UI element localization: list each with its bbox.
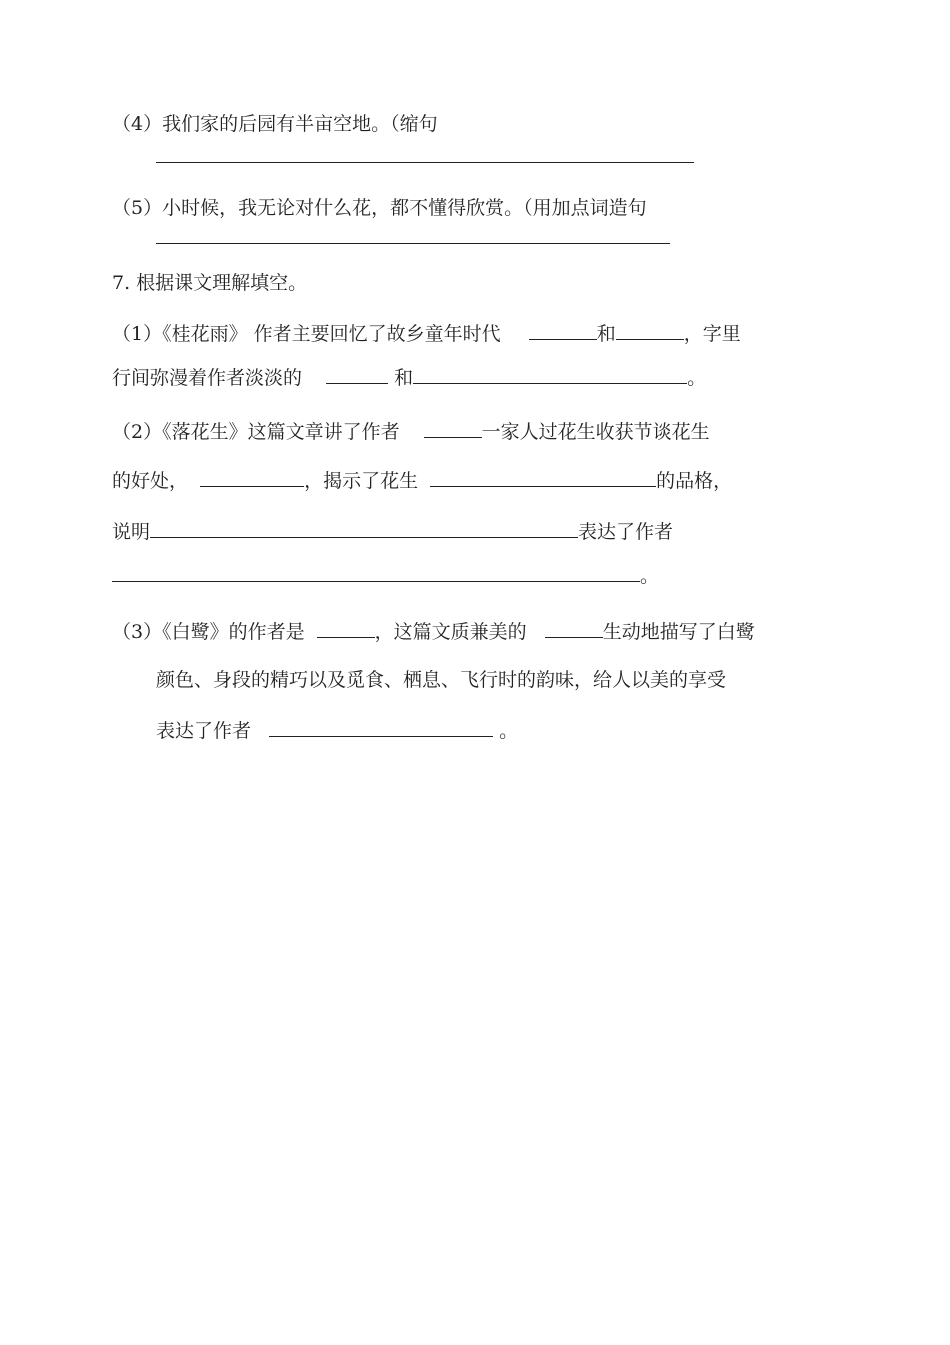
q7-p2-text-f: 说明 bbox=[112, 521, 151, 543]
q7-p2-text-g: 表达了作者 bbox=[578, 521, 674, 543]
q7-part2-line1 bbox=[112, 419, 710, 444]
q7-part2-line3 bbox=[112, 519, 673, 544]
question-7-title bbox=[112, 271, 307, 295]
q7-p3-blank-3[interactable] bbox=[269, 718, 493, 737]
q7-p3-period: 。 bbox=[499, 720, 519, 742]
q7-p2-text-e: 的品格， bbox=[656, 470, 733, 492]
q7-p2-period: 。 bbox=[640, 565, 660, 587]
question-4-prompt bbox=[112, 112, 438, 136]
question-5-prompt bbox=[112, 196, 647, 220]
q7-p2-blank-2[interactable] bbox=[200, 468, 304, 487]
question-5-text: （5）小时候，我无论对什么花，都不懂得欣赏。（用加点词造句 bbox=[112, 197, 647, 219]
q7-part1-line1 bbox=[112, 321, 741, 346]
q7-p2-blank-5[interactable] bbox=[112, 563, 640, 582]
q7-part2-line4 bbox=[112, 563, 659, 588]
q7-p3-text-a: （3）《白鹭》的作者是 bbox=[112, 621, 305, 643]
q7-p3-text-d: 颜色、身段的精巧以及觅食、栖息、飞行时的韵味，给人以美的享受 bbox=[156, 669, 727, 691]
question-7-title-text: 7. 根据课文理解填空。 bbox=[112, 272, 308, 294]
q7-p1-text-b: 和 bbox=[596, 323, 616, 345]
q7-p2-text-c: 的好处， bbox=[112, 470, 189, 492]
q7-part3-line3 bbox=[156, 718, 518, 743]
q7-part3-line2 bbox=[156, 668, 726, 692]
q7-p1-text-e: 和 bbox=[394, 367, 414, 389]
q7-p3-blank-1[interactable] bbox=[317, 619, 375, 638]
q7-p3-text-b: ，这篇文质兼美的 bbox=[374, 621, 527, 643]
q7-p2-blank-1[interactable] bbox=[424, 419, 482, 438]
q7-part3-line1 bbox=[112, 619, 755, 644]
q7-p1-blank-2[interactable] bbox=[616, 321, 684, 340]
q7-p1-blank-4[interactable] bbox=[413, 365, 687, 384]
q7-p3-blank-2[interactable] bbox=[545, 619, 603, 638]
q7-part1-line2 bbox=[112, 365, 706, 390]
q7-part2-line2 bbox=[112, 468, 732, 493]
q7-p2-blank-4[interactable] bbox=[150, 519, 578, 538]
q7-p2-text-a: （2）《落花生》这篇文章讲了作者 bbox=[112, 421, 400, 443]
q7-p1-blank-1[interactable] bbox=[529, 321, 597, 340]
q7-p2-text-b: 一家人过花生收获节谈花生 bbox=[481, 421, 710, 443]
question-5-answer-line[interactable] bbox=[156, 243, 670, 244]
question-4-text: （4）我们家的后园有半亩空地。（缩句 bbox=[112, 113, 438, 135]
q7-p3-text-e: 表达了作者 bbox=[156, 720, 252, 742]
q7-p1-period: 。 bbox=[687, 367, 707, 389]
q7-p1-text-c: ，字里 bbox=[683, 323, 741, 345]
q7-p1-text-d: 行间弥漫着作者淡淡的 bbox=[112, 367, 303, 389]
q7-p2-blank-3[interactable] bbox=[430, 468, 656, 487]
q7-p3-text-c: 生动地描写了白鹭 bbox=[602, 621, 755, 643]
q7-p2-text-d: ，揭示了花生 bbox=[304, 470, 419, 492]
q7-p1-blank-3[interactable] bbox=[326, 365, 388, 384]
question-4-answer-line[interactable] bbox=[156, 162, 694, 163]
q7-p1-text-a: （1）《桂花雨》 作者主要回忆了故乡童年时代 bbox=[112, 323, 501, 345]
